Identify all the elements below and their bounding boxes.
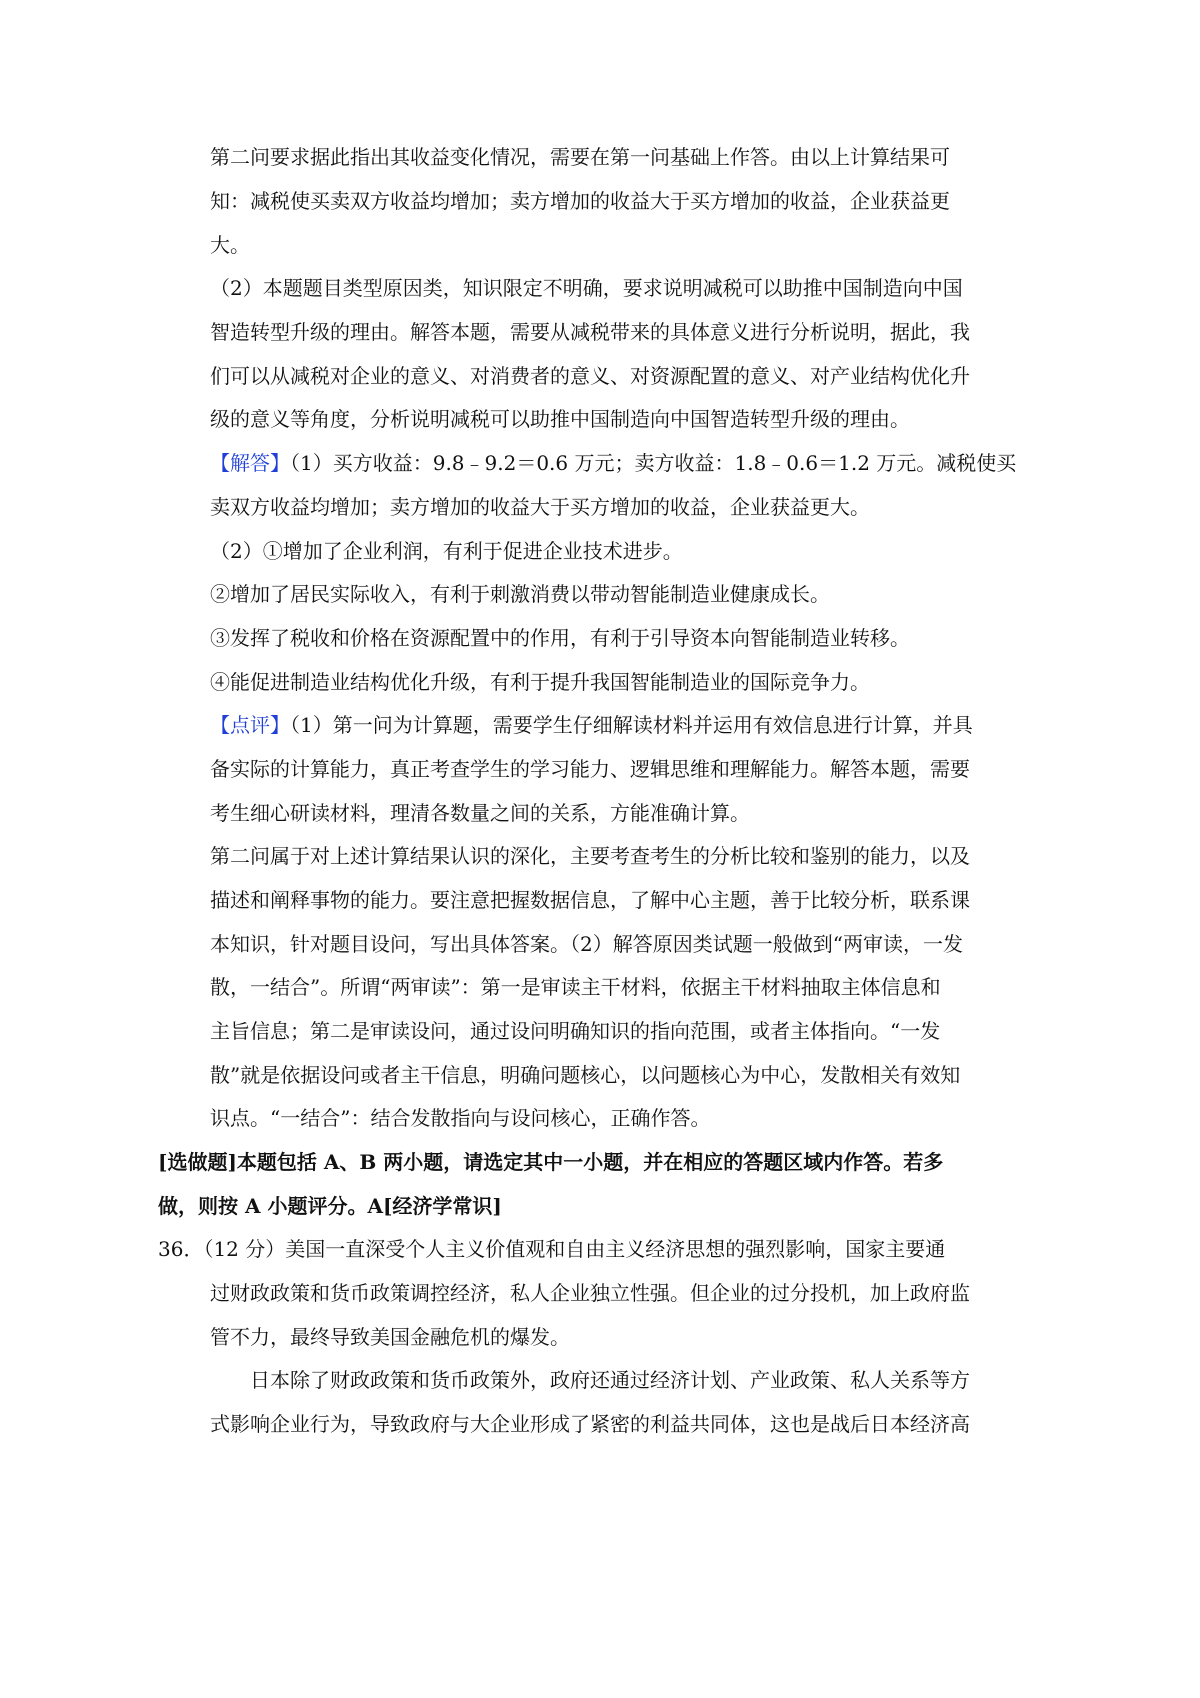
text-line: ③发挥了税收和价格在资源配置中的作用，有利于引导资本向智能制造业转移。 <box>210 626 910 650</box>
answer-tag: 【解答】 <box>210 451 290 475</box>
text-line: 本知识，针对题目设问，写出具体答案。（2）解答原因类试题一般做到“两审读，一发 <box>210 932 963 956</box>
text-line: 第二问要求据此指出其收益变化情况，需要在第一问基础上作答。由以上计算结果可 <box>210 145 950 169</box>
text-line: 散，一结合”。所谓“两审读”：第一是审读主干材料，依据主干材料抽取主体信息和 <box>210 975 941 999</box>
text-line: 式影响企业行为，导致政府与大企业形成了紧密的利益共同体，这也是战后日本经济高 <box>210 1412 970 1436</box>
section-heading-line: 做，则按 A 小题评分。A[经济学常识] <box>158 1194 502 1218</box>
answer-text: （1）买方收益：9.8﹣9.2＝0.6 万元；卖方收益：1.8﹣0.6＝1.2 万元。减税使买 <box>290 451 1017 475</box>
text-line: 描述和阐释事物的能力。要注意把握数据信息，了解中心主题，善于比较分析，联系课 <box>210 888 970 912</box>
text-line: 主旨信息；第二是审读设问，通过设问明确知识的指向范围，或者主体指向。“一发 <box>210 1019 941 1043</box>
section-heading-line: [选做题]本题包括 A、B 两小题，请选定其中一小题，并在相应的答题区域内作答。若多 <box>158 1150 944 1174</box>
text-line: 识点。“一结合”：结合发散指向与设问核心，正确作答。 <box>210 1106 711 1130</box>
text-line: 们可以从减税对企业的意义、对消费者的意义、对资源配置的意义、对产业结构优化升 <box>210 364 970 388</box>
comment-tag: 【点评】 <box>210 713 290 737</box>
text-line: 知：减税使买卖双方收益均增加；卖方增加的收益大于买方增加的收益，企业获益更 <box>210 189 950 213</box>
text-line: （2）本题题目类型原因类，知识限定不明确，要求说明减税可以助推中国制造向中国 <box>210 276 963 300</box>
comment-text: （1）第一问为计算题，需要学生仔细解读材料并运用有效信息进行计算，并具 <box>290 713 973 737</box>
text-line: 大。 <box>210 233 250 257</box>
text-line: 级的意义等角度，分析说明减税可以助推中国制造向中国智造转型升级的理由。 <box>210 407 910 431</box>
text-line: ④能促进制造业结构优化升级，有利于提升我国智能制造业的国际竞争力。 <box>210 670 870 694</box>
text-line: 管不力，最终导致美国金融危机的爆发。 <box>210 1325 570 1349</box>
question-line: 36．（12 分）美国一直深受个人主义价值观和自由主义经济思想的强烈影响，国家主要通 <box>158 1237 946 1261</box>
text-line: 日本除了财政政策和货币政策外，政府还通过经济计划、产业政策、私人关系等方 <box>250 1368 970 1392</box>
text-line: 考生细心研读材料，理清各数量之间的关系，方能准确计算。 <box>210 801 750 825</box>
comment-line <box>210 711 1030 739</box>
text-line: （2）①增加了企业利润，有利于促进企业技术进步。 <box>210 539 683 563</box>
text-line: 第二问属于对上述计算结果认识的深化，主要考查考生的分析比较和鉴别的能力，以及 <box>210 844 970 868</box>
text-line: 智造转型升级的理由。解答本题，需要从减税带来的具体意义进行分析说明，据此，我 <box>210 320 970 344</box>
text-line: ②增加了居民实际收入，有利于刺激消费以带动智能制造业健康成长。 <box>210 582 830 606</box>
text-line: 卖双方收益均增加；卖方增加的收益大于买方增加的收益，企业获益更大。 <box>210 495 870 519</box>
text-line: 过财政政策和货币政策调控经济，私人企业独立性强。但企业的过分投机，加上政府监 <box>210 1281 970 1305</box>
text-line: 散”就是依据设问或者主干信息，明确问题核心，以问题核心为中心，发散相关有效知 <box>210 1063 961 1087</box>
text-line: 备实际的计算能力，真正考查学生的学习能力、逻辑思维和理解能力。解答本题，需要 <box>210 757 970 781</box>
answer-line <box>210 449 1030 477</box>
